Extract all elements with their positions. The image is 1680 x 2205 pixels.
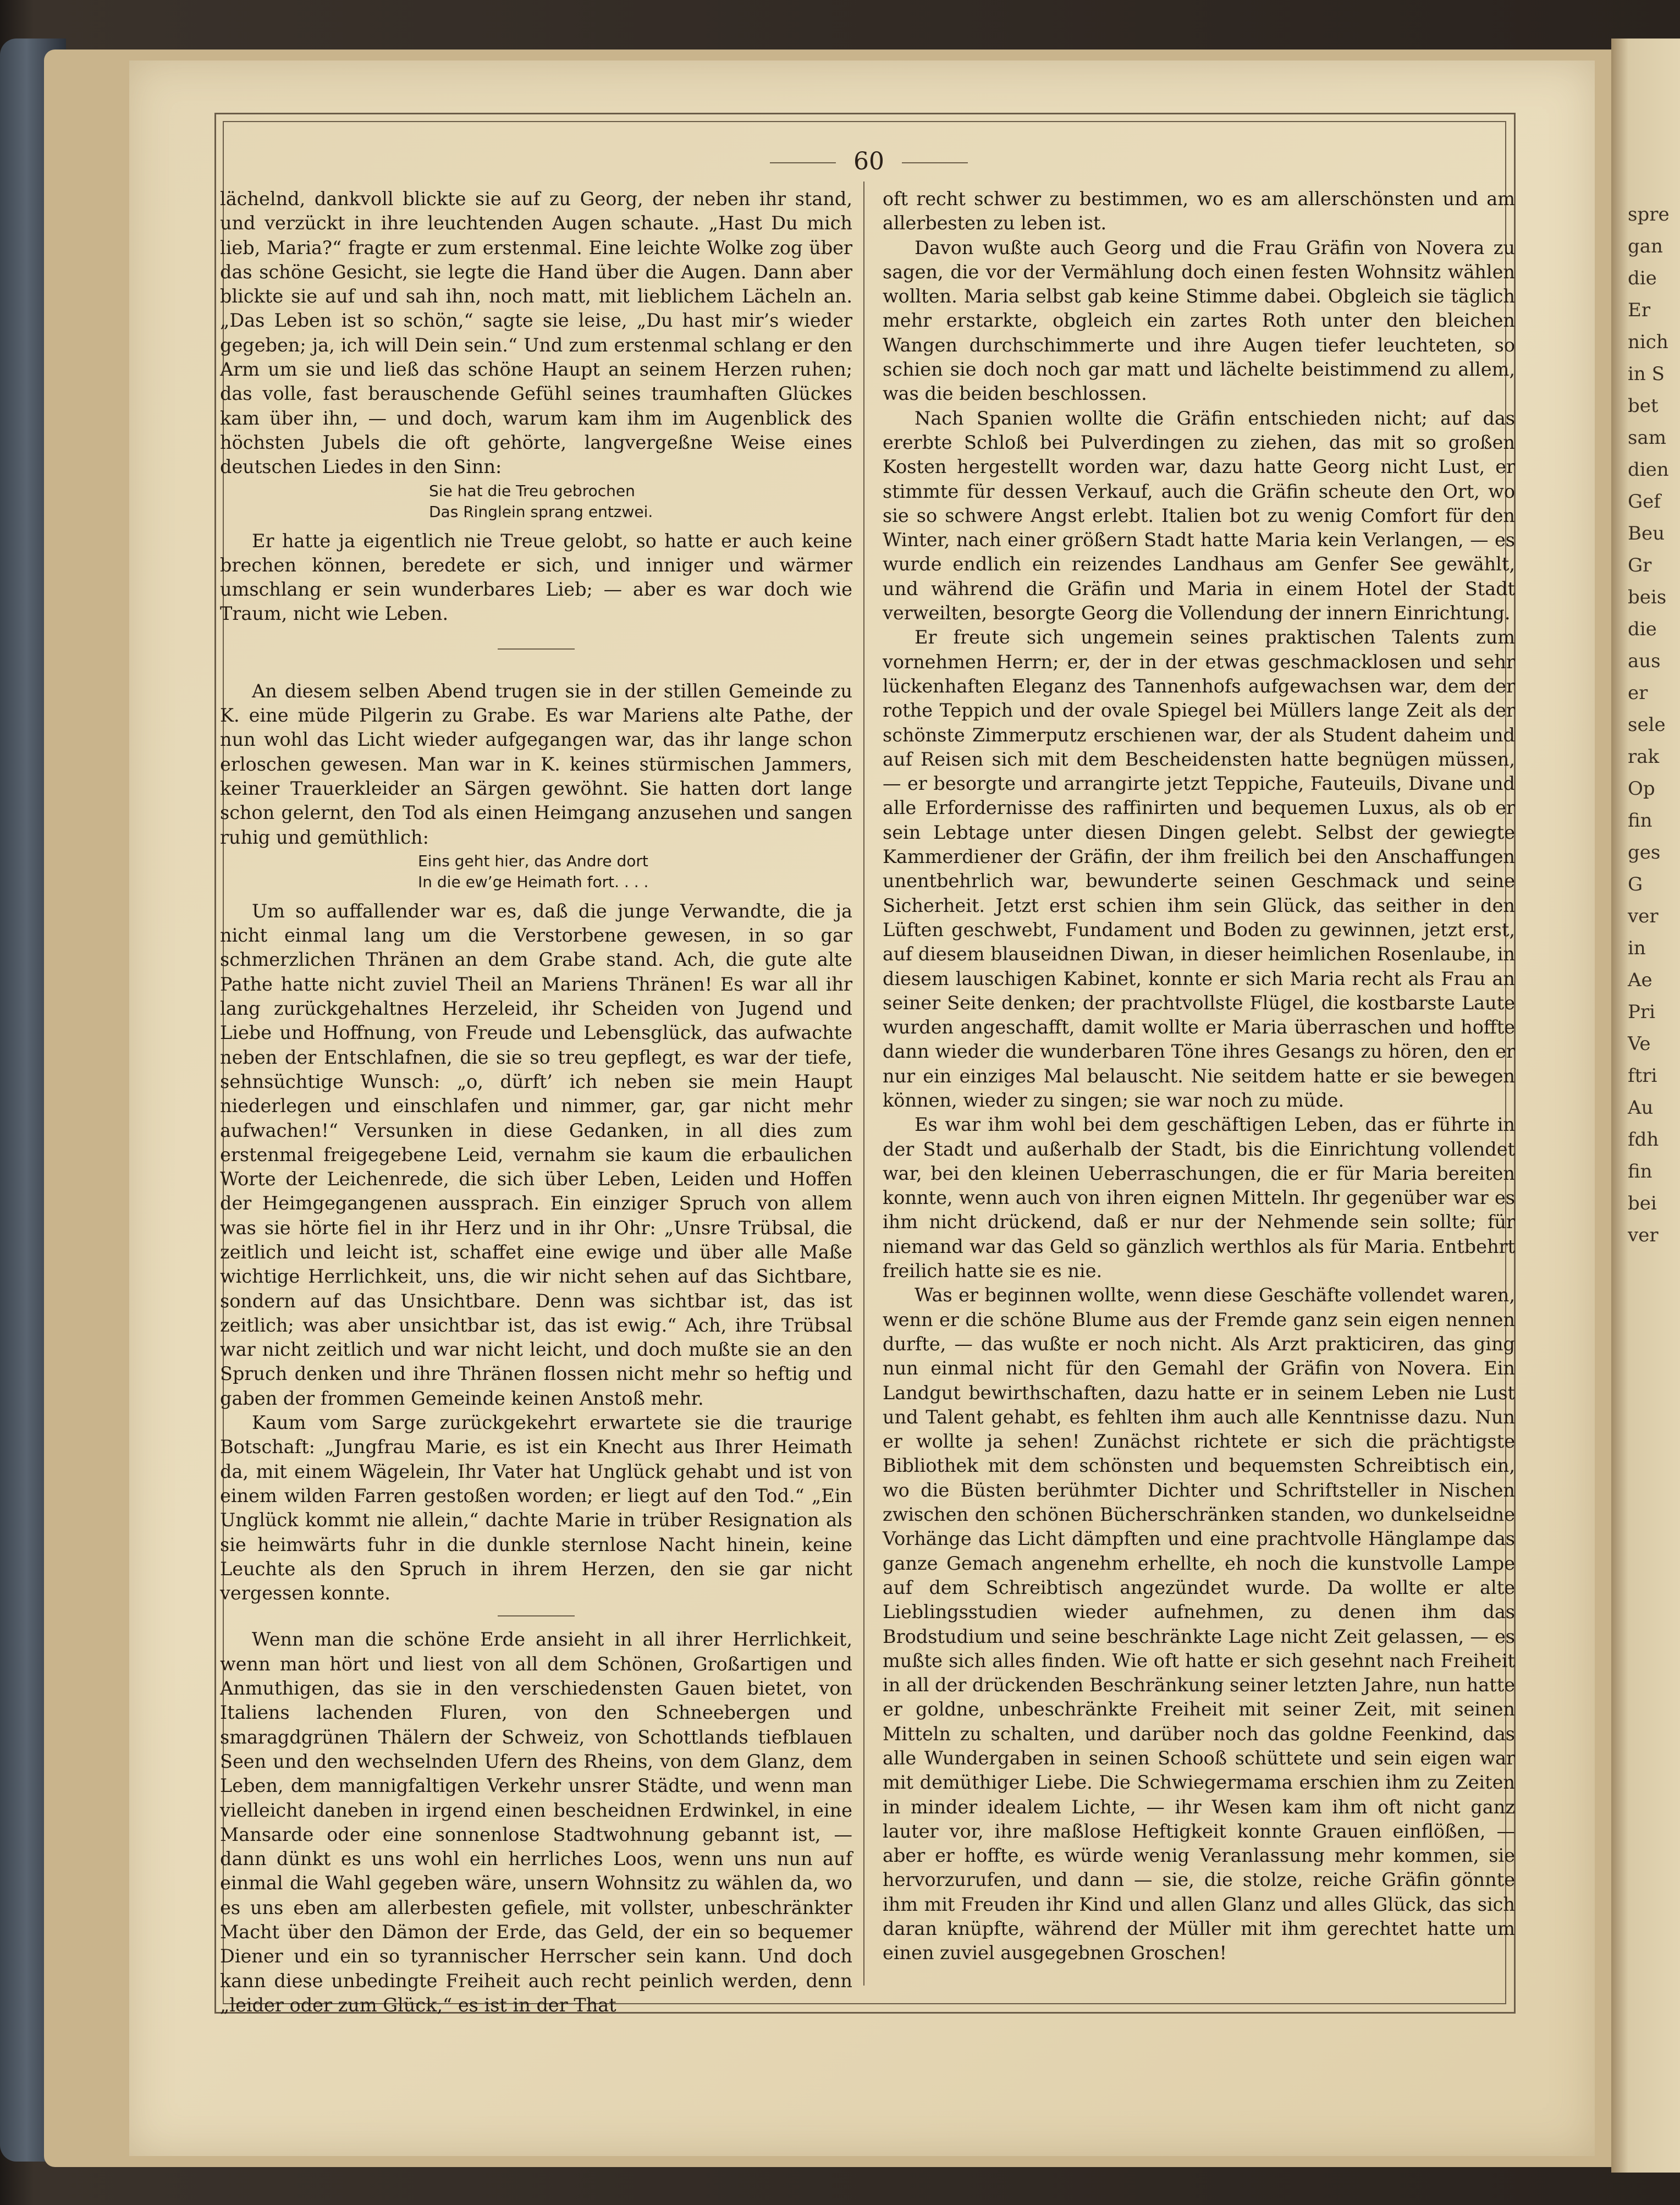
facing-page-fragment: Gef [1628, 491, 1661, 513]
page-number-rule-left [770, 162, 836, 163]
page-number: 60 [853, 147, 884, 175]
facing-page-fragment: Gr [1628, 554, 1652, 576]
paragraph: Davon wußte auch Georg und die Frau Gräfin von Novera zu sagen, die vor der Vermählung doch einen festen Wohnsitz wählen wollten. Maria selbst gab keine Stimme dabei. Obgleich sie täglich mehr erstarkte, obgleich ein zartes Roth unter den bleichen Wangen durchschimmerte und ihre Augen tiefer leuchteten, so schien sie doch noch gar matt und lächelte beistimmend zu allem, was die beiden beschlossen. [883, 237, 1515, 405]
paragraph: Was er beginnen wollte, wenn diese Geschäfte vollendet waren, wenn er die schöne Blume aus der Fremde ganz sein eigen nennen durfte, — das wußte er noch nicht. Als Arzt prakticiren, das ging nun einmal nicht für den Gemahl der Gräfin von Novera. Ein Landgut bewirthschaften, dazu hatte er in seinem Leben nie Lust und Talent gehabt, es fehlten ihm auch alle Kenntnisse dazu. Nun er wollte ja sehen! Zunächst richtete er sich die prächtigste Bibliothek mit dem schönsten und bequemsten Schreibtisch ein, wo die Büsten berühmter Dichter und Schriftsteller in Nischen zwischen den schönen Bücherschränken standen, wo dunkelseidne Vorhänge das Licht dämpften und eine prachtvolle Hänglampe das ganze Gemach angenehm erhellte, eh noch die kunstvolle Lampe auf dem Schreibtisch angezündet wurde. Da wollte er alte Lieblingsstudien wieder aufnehmen, zu denen ihm das Brodstudium und seine beschränkte Lage nicht Zeit gelassen, — es mußte sich alles finden. Wie oft hatte er sich gesehnt nach Freiheit in all der drückenden Beschränkung seiner letzten Jahre, nun hatte er goldne, unbeschränkte Freiheit mit seiner Zeit, mit seinen Mitteln zu schalten, und darüber noch das goldne Feenkind, das alle Wundergaben in seinen Schooß schüttete und sein eigen war mit demüthiger Liebe. Die Schwiegermama erschien ihm zu Zeiten in minder idealem Lichte, — ihr Wesen kam ihm oft nicht ganz lauter vor, ihre maßlose Heftigkeit konnte Grauen einflößen, — aber er hoffte, es würde wenig Veranlassung mehr kommen, sie hervorzurufen, und dann — sie, die stolze, reiche Gräfin gönnte ihm mit Freuden ihr Kind und allen Glanz und alles Glück, das sich daran knüpfte, während der Müller mit ihm gerechtet hatte um einen zuviel ausgegebnen Groschen! [883, 1284, 1515, 1964]
facing-page-fragment: die [1628, 267, 1657, 289]
facing-page-fragment: sele [1628, 714, 1666, 736]
facing-page-edge [1611, 39, 1680, 2173]
paragraph: Nach Spanien wollte die Gräfin entschieden nicht; auf das ererbte Schloß bei Pulverdingen zu ziehen, das mit so großen Kosten hergestellt worden war, dazu hatte Georg nicht Lust, er stimmte für dessen Verkauf, auch die Gräfin scheute den Ort, wo sie so schwere Angst erlebt. Italien bot zu wenig Comfort für den Winter, nach einer größern Stadt hatte Maria kein Verlangen, — es wurde endlich ein reizendes Landhaus am Genfer See gewählt, und während die Gräfin und Maria in einem Hotel der Stadt verweilten, besorgte Georg die Vollendung der innern Einrichtung. [883, 407, 1515, 624]
facing-page-fragment: rak [1628, 746, 1660, 768]
facing-page-fragment: gan [1628, 235, 1663, 257]
facing-page-fragment: sam [1628, 427, 1666, 449]
facing-page-fragment: nich [1628, 331, 1668, 353]
facing-page-fragment: in [1628, 937, 1646, 959]
facing-page-fragment: ver [1628, 905, 1659, 927]
section-separator [498, 648, 575, 650]
facing-page-fragment: fin [1628, 1161, 1653, 1183]
facing-page-fragment: G [1628, 873, 1643, 895]
facing-page-fragment: bet [1628, 395, 1659, 417]
facing-page-fragment: Er [1628, 299, 1651, 321]
paragraph: Wenn man die schöne Erde ansieht in all ihrer Herrlichkeit, wenn man hört und liest von all dem Schönen, Großartigen und Anmuthigen, das sie in den verschiedensten Gauen bietet, von Italiens lachenden Fluren, von den Schneebergen und smaragdgrünen Thälern der Schweiz, von Schottlands tiefblauen Seen und den wechselnden Ufern des Rheins, von dem Glanz, dem Leben, dem mannigfaltigen Verkehr unsrer Städte, und wenn man vielleicht daneben in irgend einen bescheidnen Erdwinkel, in eine Mansarde oder eine sonnenlose Stadtwohnung gebannt ist, — dann dünkt es uns wohl ein herrliches Loos, wenn uns nun auf einmal die Wahl gegeben wäre, unsern Wohnsitz zu wählen da, wo es uns eben am allerbesten gefiele, mit vollster, unbeschränkter Macht über den Dämon der Erde, das Geld, der ein so bequemer Diener und ein so tyrannischer Herrscher sein kann. Und doch kann diese unbedingte Freiheit auch recht peinlich werden, denn „leider oder zum Glück,“ es ist in der That [220, 1629, 852, 2016]
verse-line: Das Ringlein sprang entzwei. [429, 502, 653, 521]
facing-page-fragment: Op [1628, 778, 1655, 800]
paragraph: Es war ihm wohl bei dem geschäftigen Leben, das er führte in der Stadt und außerhalb der Stadt, bis die Einrichtung vollendet war, bei den kleinen Ueberraschungen, die er für Maria bereiten konnte, wenn auch von ihren eignen Mitteln. Ihr gegenüber war es ihm nicht drückend, daß er nur der Nehmende sein sollte; für niemand war das Geld so gänzlich werthlos als für Maria. Entbehrt freilich hatte sie es nie. [883, 1114, 1515, 1282]
right-column [883, 187, 1515, 1966]
column-divider [863, 182, 864, 1986]
facing-page-fragment: er [1628, 682, 1648, 704]
facing-page-fragment: die [1628, 618, 1657, 640]
paragraph: lächelnd, dankvoll blickte sie auf zu Georg, der neben ihr stand, und verzückt in ihre leuchtenden Augen schaute. „Hast Du mich lieb, Maria?“ fragte er zum erstenmal. Eine leichte Wolke zog über das schöne Gesicht, sie legte die Hand über die Augen. Dann aber blickte sie auf und sah ihn, noch matt, mit lieblichem Lächeln an. „Das Leben ist so schön,“ sagte sie leise, „Du hast mir’s wieder gegeben; ja, ich will Dein sein.“ Und zum erstenmal schlang er den Arm um sie und ließ das schöne Haupt an seinem Herzen ruhen; das volle, fast berauschende Gefühl seines traumhaften Glückes kam über ihn, — und doch, warum kam ihm im Augenblick des höchsten Jubels die oft gehörte, langvergeßne Weise eines deutschen Liedes in den Sinn: [220, 188, 852, 478]
verse-line: Eins geht hier, das Andre dort [418, 851, 648, 870]
facing-page-fragment: in S [1628, 363, 1665, 385]
facing-page-fragment: beis [1628, 586, 1667, 608]
facing-page-fragment: Beu [1628, 523, 1665, 545]
paragraph: Um so auffallender war es, daß die junge Verwandte, die ja nicht einmal lang um die Verstorbene gewesen, in so gar schmerzlichen Thränen an dem Grabe stand. Ach, die gute alte Pathe hatte nicht zuviel Theil an Mariens Thränen! Es war all ihr lang zurückgehaltnes Herzeleid, ihr Scheiden von Jugend und Liebe und Hoffnung, von Freude und Lebensglück, das aufwachte neben der Entschlafnen, die sie so treu gepflegt, es war der tiefe, sehnsüchtige Wunsch: „o, dürft’ ich neben sie mein Haupt niederlegen und einschlafen und nimmer, gar, gar nicht mehr aufwachen!“ Versunken in diese Gedanken, in all dies zum erstenmal freigegebene Leid, vernahm sie kaum die erbaulichen Worte der Leichenrede, die sich über Leben, Leiden und Hoffen der Heimgegangenen aussprach. Ein einziger Spruch von allem was sie hörte fiel in ihr Herz und in ihr Ohr: „Unsre Trübsal, die zeitlich und leicht ist, schaffet eine ewige und über alle Maße wichtige Herrlichkeit, uns, die wir nicht sehen auf das Sichtbare, sondern auf das Unsichtbare. Denn was sichtbar ist, das ist zeitlich; was aber unsichtbar ist, das ist ewig.“ Ach, ihre Trübsal war nicht zeitlich und war nicht leicht, und doch mußte sie an den Spruch denken und ihre Thränen flossen nicht mehr so heftig und gaben der frommen Gemeinde keinen Anstoß mehr. [220, 900, 852, 1409]
verse [220, 481, 852, 523]
facing-page-fragment: ftri [1628, 1065, 1657, 1087]
facing-page-fragment: Ve [1628, 1033, 1651, 1055]
paragraph: Er freute sich ungemein seines praktischen Talents zum vornehmen Herrn; er, der in der etwas geschmacklosen und sehr lückenhaften Eleganz des Tannenhofs aufgewachsen war, dem der rothe Teppich und der ovale Spiegel bei Müllers lange Zeit als der schönste Zimmerputz erschienen war, der als Student daheim und auf Reisen sich mit dem Bescheidensten hatte begnügen müssen, — er besorgte und arrangirte jetzt Teppiche, Fauteuils, Divane und alle Erfordernisse des raffinirten und bequemen Luxus, als ob er sein Lebtage unter diesen Dingen gelebt. Selbst der gewiegte Kammerdiener der Gräfin, der ihm freilich bei den Anschaffungen unentbehrlich war, bewunderte seinen Geschmack und seine Sicherheit. Jetzt erst schien ihm sein Glück, das seither in den Lüften geschwebt, Fundament und Boden zu gewinnen, jetzt erst, auf diesem blauseidnen Diwan, in dieser heimlichen Rosenlaube, in diesem lauschigen Kabinet, konnte er sich Maria recht als Frau an seiner Seite denken; der prachtvollste Flügel, die kostbarste Laute wurden angeschafft, damit wollte er Maria überraschen und hoffte dann wieder die wunderbaren Töne ihres Gesangs zu hören, den er nur ein einziges Mal belauscht. Nie seitdem hatte er sie bewegen können, wieder zu singen; sie war noch zu müde. [883, 626, 1515, 1111]
page-number-rule-right [902, 162, 968, 163]
facing-page-fragment: dien [1628, 459, 1669, 481]
facing-page-fragment: Ae [1628, 969, 1653, 991]
facing-page-fragment: spre [1628, 204, 1670, 226]
paragraph: An diesem selben Abend trugen sie in der stillen Gemeinde zu K. eine müde Pilgerin zu Grabe. Es war Mariens alte Pathe, der nun wohl das Licht wieder aufgegangen war, das ihr lange schon erloschen gewesen. Man war in K. keines stürmischen Jammers, keiner Trauerkleider an Särgen gewöhnt. Sie hatten dort lange schon gelernt, den Tod als einen Heimgang anzusehen und sangen ruhig und gemüthlich: [220, 680, 852, 848]
section-separator [498, 1615, 575, 1616]
facing-page-fragment: ges [1628, 842, 1661, 864]
paragraph: Kaum vom Sarge zurückgekehrt erwartete sie die traurige Botschaft: „Jungfrau Marie, es ist ein Knecht aus Ihrer Heimath da, mit einem Wägelein, Ihr Vater hat Unglück gehabt und ist von einem wilden Farren gestoßen worden; er liegt auf den Tod.“ „Ein Unglück kommt nie allein,“ dachte Marie in trüber Resignation als sie heimwärts fuhr in die dunkle sternlose Nacht hinein, keine Leuchte als den Spruch in ihrem Herzen, den sie gar nicht vergessen konnte. [220, 1412, 852, 1604]
left-column [220, 187, 852, 2017]
facing-page-fragment: bei [1628, 1192, 1657, 1214]
paragraph: Er hatte ja eigentlich nie Treue gelobt, so hatte er auch keine brechen können, beredete er sich, und inniger und wärmer umschlang er sein wunderbares Lieb; — aber es war doch wie Traum, nicht wie Leben. [220, 530, 852, 625]
facing-page-fragment: ver [1628, 1224, 1659, 1246]
facing-page-fragment: aus [1628, 650, 1661, 672]
verse [220, 851, 852, 893]
verse-line: Sie hat die Treu gebrochen [429, 481, 635, 500]
facing-page-fragment: fin [1628, 810, 1653, 832]
facing-page-fragment: fdh [1628, 1129, 1659, 1151]
verse-line: In die ew’ge Heimath fort. . . . [418, 872, 649, 891]
facing-page-fragment: Pri [1628, 1001, 1656, 1023]
paragraph: oft recht schwer zu bestimmen, wo es am allerschönsten und am allerbesten zu leben ist. [883, 188, 1515, 234]
facing-page-fragment: Au [1628, 1097, 1654, 1119]
